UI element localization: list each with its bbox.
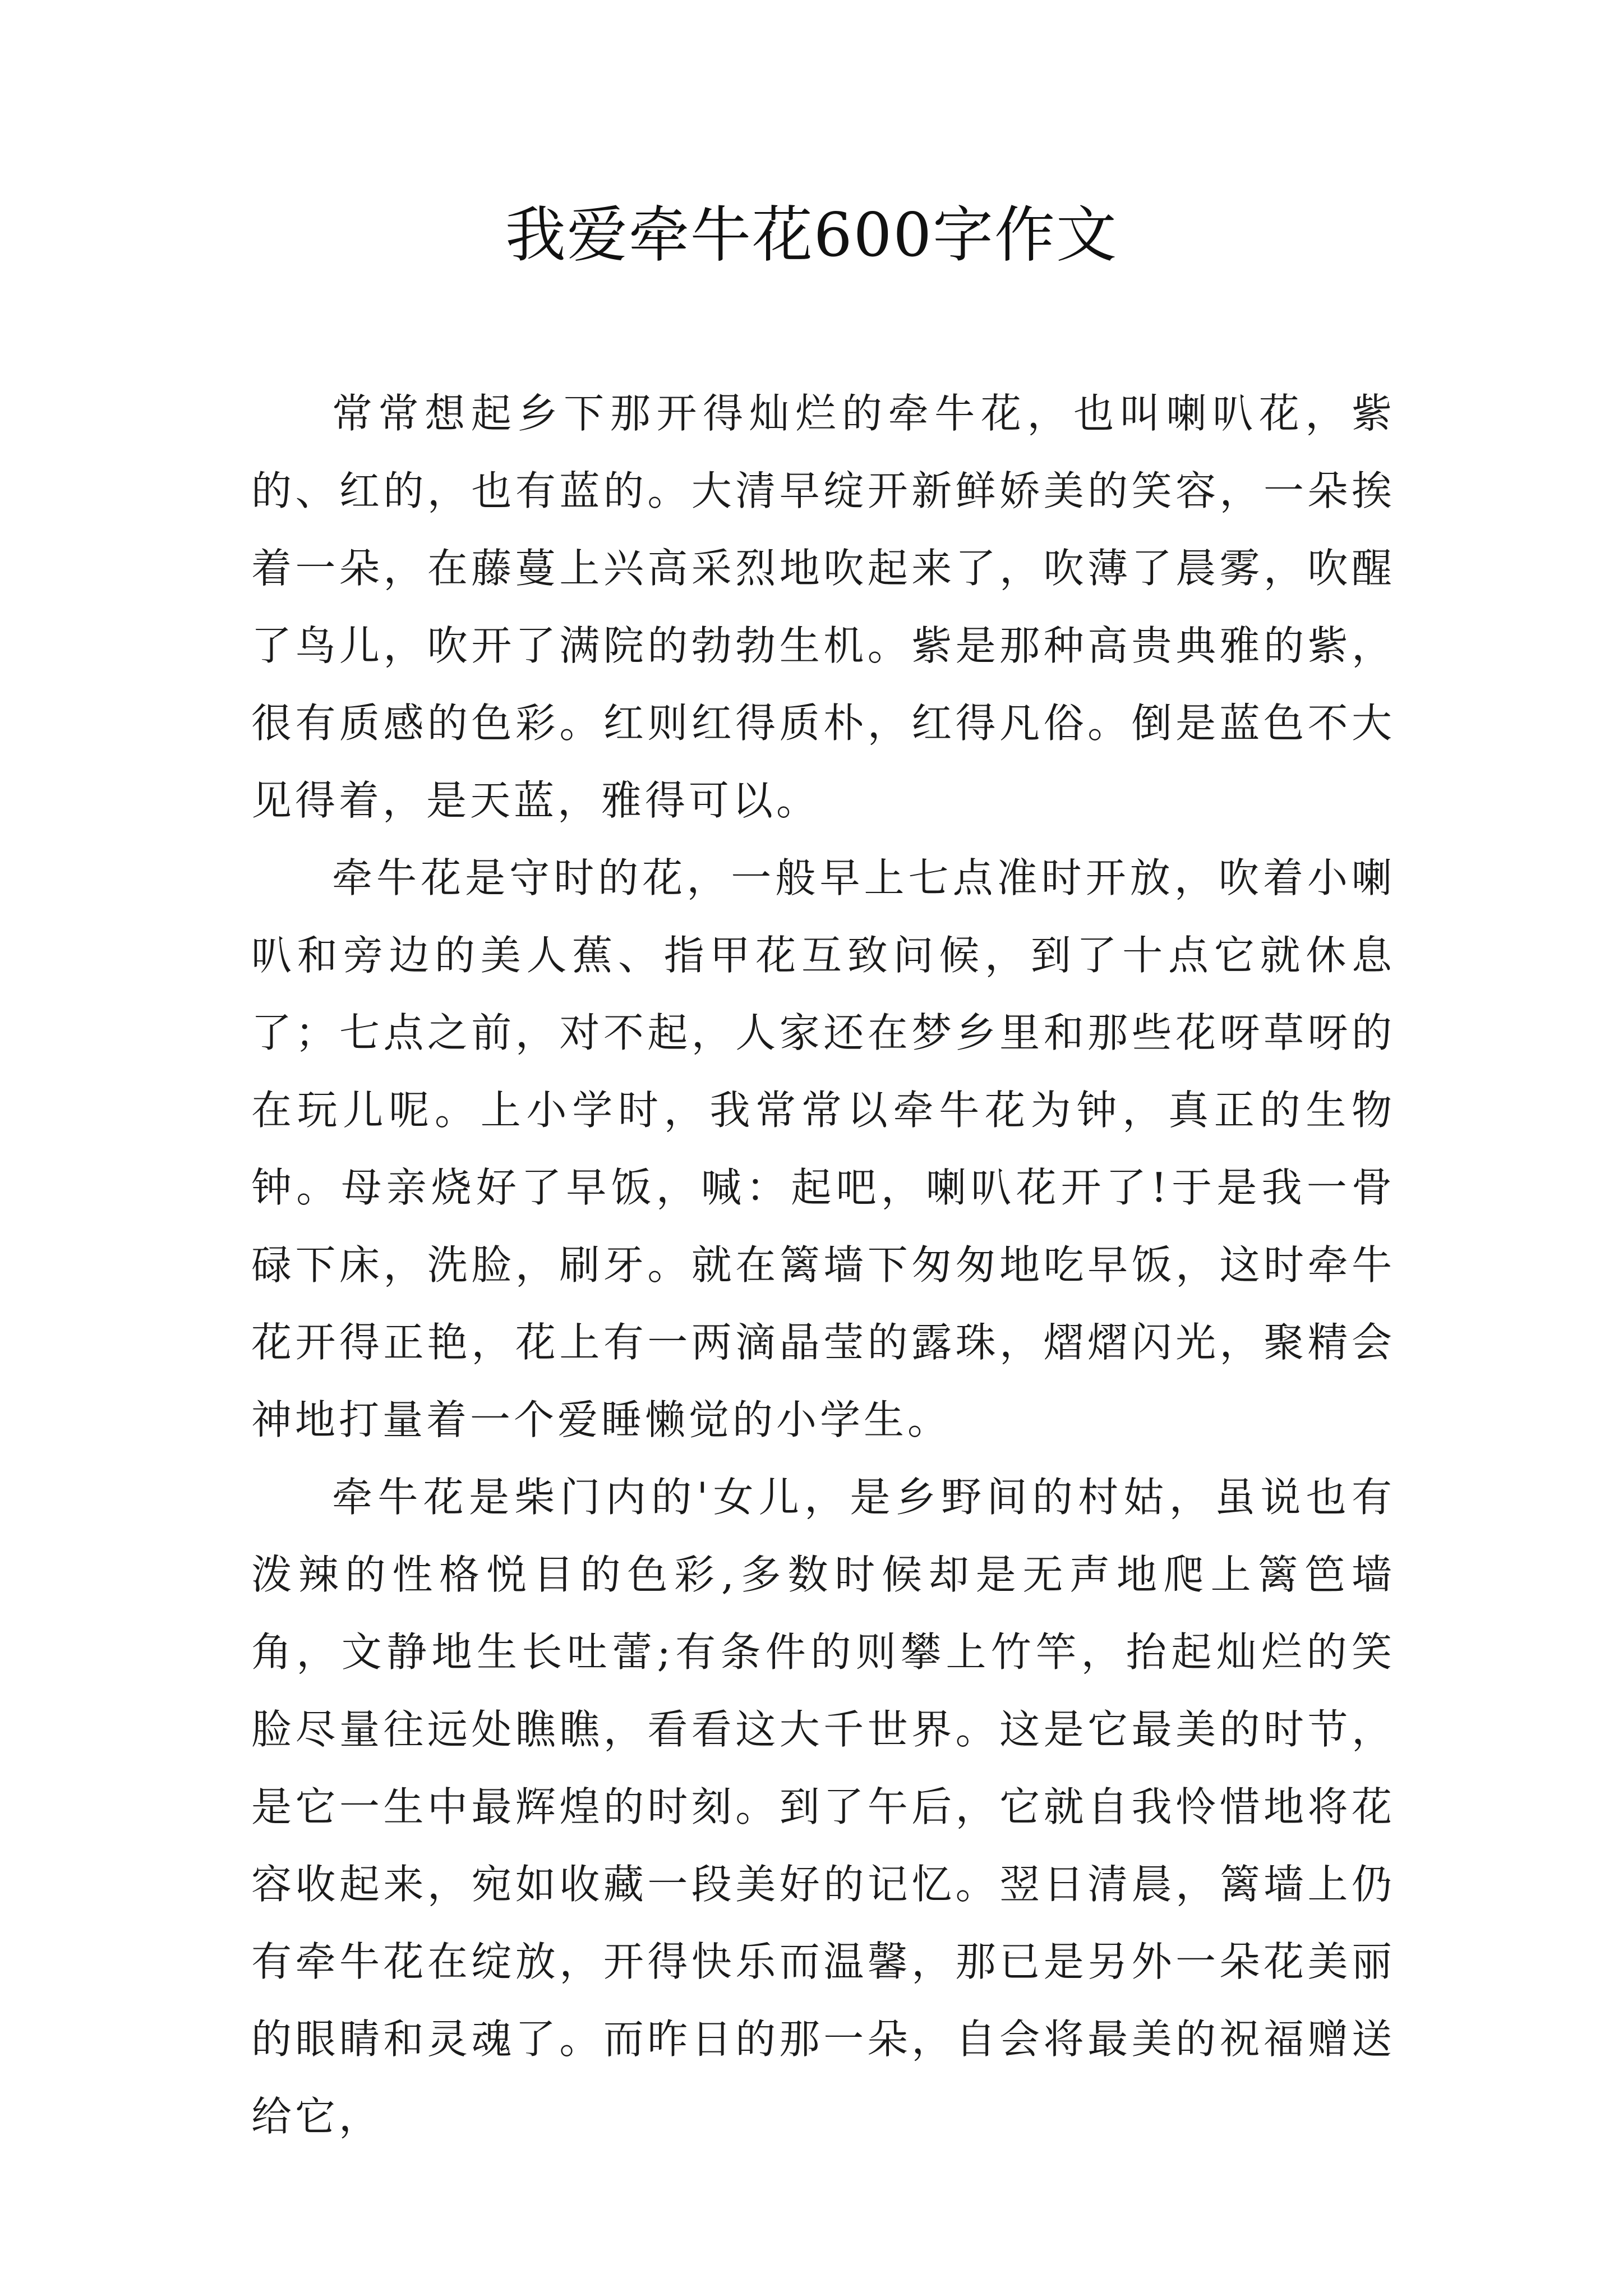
document-title: 我爱牵牛花600字作文	[505, 200, 1118, 270]
paragraph-3: 牵牛花是柴门内的'女儿，是乡野间的村姑，虽说也有泼辣的性格悦目的色彩,多数时候却是无声地爬上篱笆墙角，文静地生长吐蕾;有条件的则攀上竹竿，抬起灿烂的笑脸尽量往远处瞧瞧，看看这大千世界。这是它最美的时节，是它一生中最辉煌的时刻。到了午后，它就自我怜惜地将花容收起来，宛如收藏一段美好的记忆。翌日清晨，篱墙上仍有牵牛花在绽放，开得快乐而温馨，那已是另外一朵花美丽的眼睛和灵魂了。而昨日的那一朵，自会将最美的祝福赠送给它，	[251, 1474, 1395, 2140]
paragraph-1: 常常想起乡下那开得灿烂的牵牛花，也叫喇叭花，紫的、红的，也有蓝的。大清早绽开新鲜娇美的笑容，一朵挨着一朵，在藤蔓上兴高采烈地吹起来了，吹薄了晨雾，吹醒了鸟儿，吹开了满院的勃勃生机。紫是那种高贵典雅的紫，很有质感的色彩。红则红得质朴，红得凡俗。倒是蓝色不大见得着，是天蓝，雅得可以。	[251, 390, 1395, 824]
paragraph-2: 牵牛花是守时的花，一般早上七点准时开放，吹着小喇叭和旁边的美人蕉、指甲花互致问候，到了十点它就休息了；七点之前，对不起，人家还在梦乡里和那些花呀草呀的在玩儿呢。上小学时，我常常以牵牛花为钟，真正的生物钟。母亲烧好了早饭，喊：起吧，喇叭花开了!于是我一骨碌下床，洗脸，刷牙。就在篱墙下匆匆地吃早饭，这时牵牛花开得正艳，花上有一两滴晶莹的露珠，熠熠闪光，聚精会神地打量着一个爱睡懒觉的小学生。	[251, 854, 1395, 1443]
document-body	[251, 375, 1395, 2155]
